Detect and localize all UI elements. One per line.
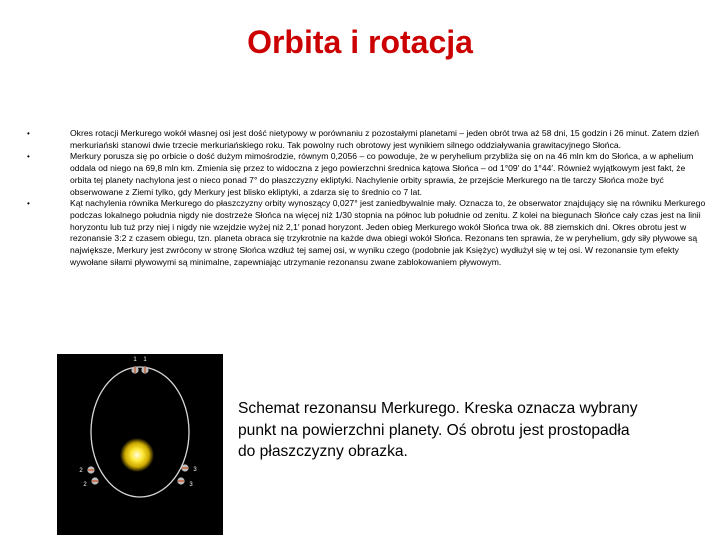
- bullet-marker: •: [27, 129, 30, 138]
- bullet-item-rotation: [27, 128, 706, 151]
- position-label: 2: [83, 482, 87, 488]
- bullet-text: Merkury porusza się po orbicie o dość dużym mimośrodzie, równym 0,2056 – co powoduje, że w peryhelium przybliża się on na 46 mln km do Słońca, a w aphelium oddala od niego na 69,8 mln km. Zmienia się przez to widoczna z jego powierzchni średnica kątowa Słońca – od 1°09′ do 1°44′. Również wyjątkowym jest fakt, że orbita tej planety nachylona jest o nieco ponad 7° do płaszczyzny ekliptyki. Nachylenie orbity sprawia, że przejście Merkurego na tle tarczy Słońca może być obserwowane z Ziemi tylko, gdy Merkury jest blisko ekliptyki, a zdarza się to średnio co 7 lat.: [70, 151, 694, 197]
- planet-marker-left-lower: [83, 477, 98, 488]
- position-label: 1: [143, 357, 147, 363]
- bullet-text: Okres rotacji Merkurego wokół własnej osi jest dość nietypowy w porównaniu z pozostałymi planetami – jeden obrót trwa aż 58 dni, 15 godzin i 26 minut. Zatem dzień merkuriański stanowi dwie trzecie merkuriańskiego roku. Tak powolny ruch obrotowy jest wynikiem silnego oddziaływania grawitacyjnego Słońca.: [70, 128, 700, 150]
- planet-marker-left-upper: [79, 466, 94, 474]
- bullet-item-resonance: [27, 198, 706, 268]
- resonance-diagram: [57, 354, 223, 535]
- position-label: 3: [193, 467, 197, 473]
- resonance-diagram-svg: [57, 354, 223, 535]
- bullet-marker: •: [27, 152, 30, 162]
- planet-marker-top-left: [131, 357, 138, 374]
- slide-title: Orbita i rotacja: [247, 24, 473, 60]
- position-label: 3: [189, 482, 193, 488]
- bullet-list: [0, 128, 720, 268]
- planet-marker-top-right: [141, 357, 148, 374]
- orbit-ellipse: [91, 367, 189, 497]
- position-label: 1: [133, 357, 137, 363]
- sun-icon: [120, 438, 154, 472]
- diagram-caption: Schemat rezonansu Merkurego. Kreska oznacza wybrany punkt na powierzchni planety. Oś obrotu jest prostopadła do płaszczyzny obrazka.: [238, 400, 638, 460]
- bullet-text: Kąt nachylenia równika Merkurego do płaszczyzny orbity wynoszący 0,027° jest zaniedbywalnie mały. Oznacza to, że obserwator znajdujący się na równiku Merkurego podczas lokalnego południa nigdy nie dostrzeże Słońca na więcej niż 1/30 stopnia na północ lub południe od zenitu. Z kolei na biegunach Słońce cały czas jest na linii horyzontu lub tuż przy niej i nigdy nie wzejdzie wyżej niż 2,1′ ponad horyzont. Jeden obieg Merkurego wokół Słońca trwa ok. 88 ziemskich dni. Okres obrotu jest w rezonansie 3:2 z czasem obiegu, tzn. planeta obraca się trzykrotnie na każde dwa obiegi wokół Słońca. Rezonans ten sprawia, że w peryhelium, gdy siły pływowe są największe, Merkury jest zwrócony w stronę Słońca wzdłuż tej samej osi, w wyniku czego (podobnie jak Księżyc) wydłużył się w tej osi. W rezonansie tym efekty wywołane siłami pływowymi są minimalne, zapewniając utrzymanie rezonansu zwane zablokowaniem pływowym.: [70, 198, 706, 267]
- planet-marker-right-upper: [181, 464, 197, 473]
- bullet-marker: •: [27, 199, 30, 209]
- bullet-item-orbit: [27, 151, 706, 198]
- planet-marker-right-lower: [177, 477, 193, 488]
- position-label: 2: [79, 468, 83, 474]
